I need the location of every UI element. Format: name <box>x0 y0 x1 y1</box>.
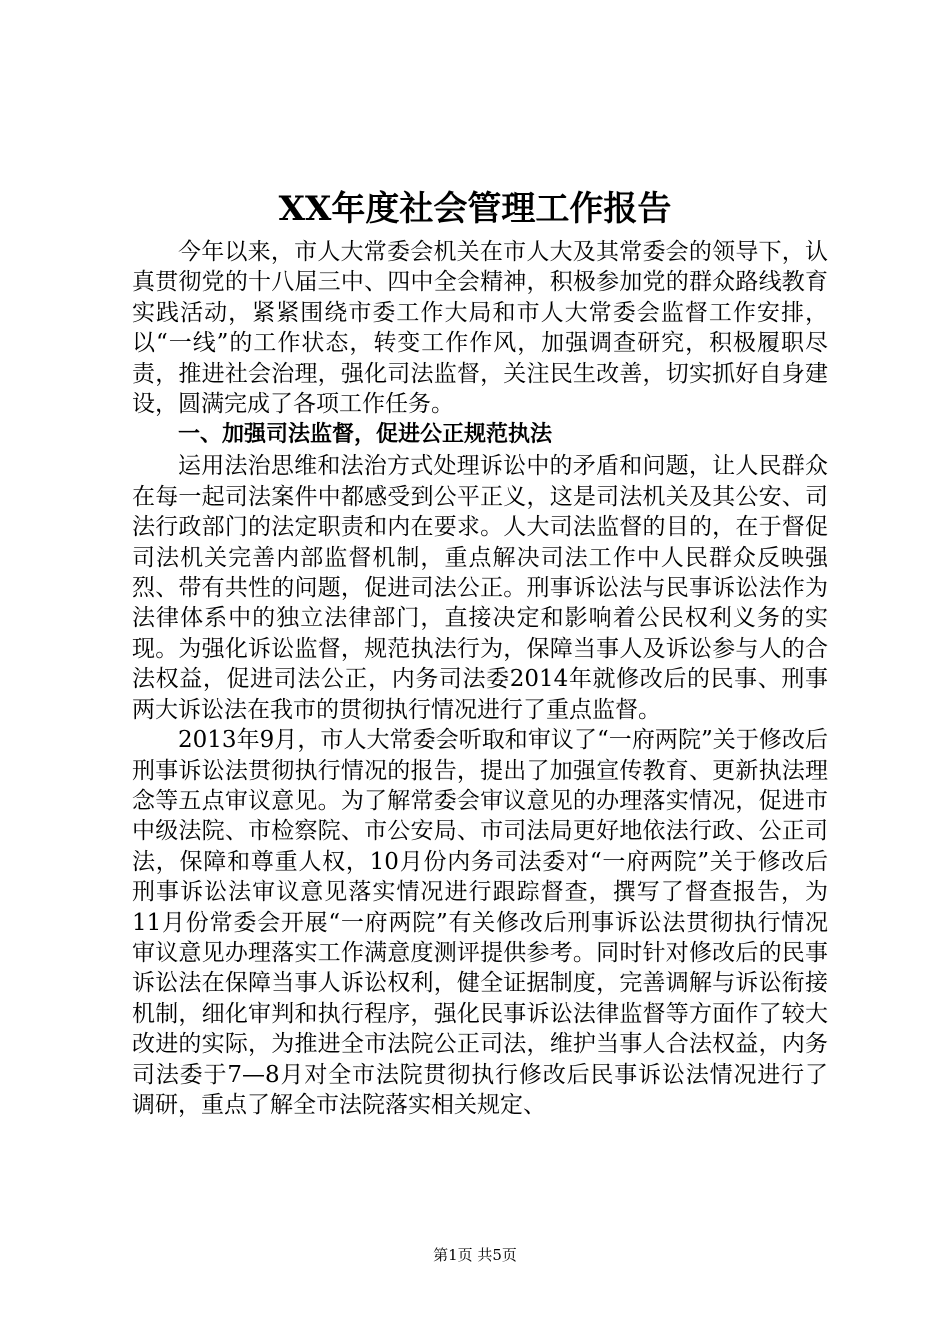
document-body <box>132 237 828 1120</box>
page-footer: 第1页 共5页 <box>433 1246 517 1264</box>
paragraph-2013-review: 2013年9月，市人大常委会听取和审议了“一府两院”关于修改后刑事诉讼法贯彻执行情况的报告，提出了加强宣传教育、更新执法理念等五点审议意见。为了解常委会审议意见的办理落实情况，促进市中级法院、市检察院、市公安局、市司法局更好地依法行政、公正司法，保障和尊重人权，10月份内务司法委对“一府两院”关于修改后刑事诉讼法审议意见落实情况进行跟踪督查，撰写了督查报告，为11月份常委会开展“一府两院”有关修改后刑事诉讼法贯彻执行情况审议意见办理落实工作满意度测评提供参考。同时针对修改后的民事诉讼法在保障当事人诉讼权利，健全证据制度，完善调解与诉讼衔接机制，细化审判和执行程序，强化民事诉讼法律监督等方面作了较大改进的实际，为推进全市法院公正司法，维护当事人合法权益，内务司法委于7—8月对全市法院贯彻执行修改后民事诉讼法情况进行了调研，重点了解全市法院落实相关规定、 <box>132 727 828 1118</box>
paragraph-intro: 今年以来，市人大常委会机关在市人大及其常委会的领导下，认真贯彻党的十八届三中、四中全会精神，积极参加党的群众路线教育实践活动，紧紧围绕市委工作大局和市人大常委会监督工作安排，以“一线”的工作状态，转变工作作风，加强调查研究，积极履职尽责，推进社会治理，强化司法监督，关注民生改善，切实抓好自身建设，圆满完成了各项工作任务。 <box>132 239 828 418</box>
section-heading: 一、加强司法监督，促进公正规范执法 <box>178 422 553 448</box>
paragraph-judicial-supervision: 运用法治思维和法治方式处理诉讼中的矛盾和问题，让人民群众在每一起司法案件中都感受到公平正义，这是司法机关及其公安、司法行政部门的法定职责和内在要求。人大司法监督的目的，在于督促司法机关完善内部监督机制，重点解决司法工作中人民群众反映强烈、带有共性的问题，促进司法公正。刑事诉讼法与民事诉讼法作为法律体系中的独立法律部门，直接决定和影响着公民权利义务的实现。为强化诉讼监督，规范执法行为，保障当事人及诉讼参与人的合法权益，促进司法公正，内务司法委2014年就修改后的民事、刑事两大诉讼法在我市的贯彻执行情况进行了重点监督。 <box>132 453 828 723</box>
document-title: XX年度社会管理工作报告 <box>278 189 672 229</box>
